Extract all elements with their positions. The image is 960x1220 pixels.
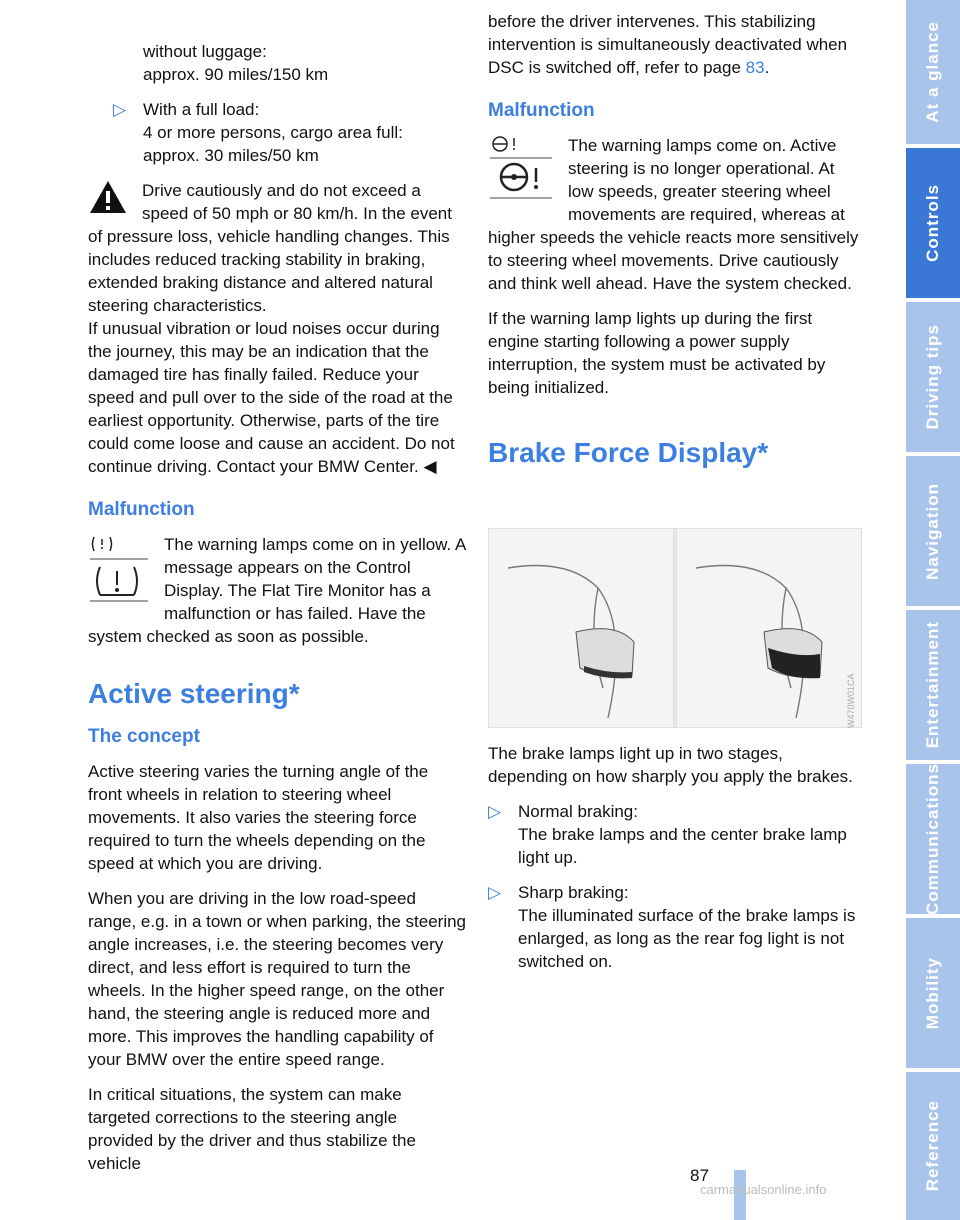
bullet-line-3: approx. 30 miles/50 km xyxy=(143,146,319,165)
page-link[interactable]: 83 xyxy=(745,58,765,77)
end-marker: ◀ xyxy=(423,457,437,476)
brake-paragraph: The brake lamps light up in two stages, depending on how sharply you apply the brakes. xyxy=(488,744,853,786)
tire-warning-icon xyxy=(88,533,150,603)
tab-reference[interactable]: Reference xyxy=(906,1072,960,1220)
dsc-paragraph: before the driver intervenes. This stabilizing intervention is simultaneously deactivated when DSC is switched off, refer to page 83. xyxy=(488,12,848,77)
bullet-normal-braking xyxy=(488,800,860,869)
warning-text: Drive cautiously and do not exceed a speed of 50 mph or 80 km/h. In the event of pressure loss, vehicle handling changes. This includes reduced tracking stability in braking, extended braking distance and altered natural steering characteristics. xyxy=(88,181,452,315)
concept-paragraph-2: When you are driving in the low road-speed range, e.g. in a town or when parking, the steering angle increases, i.e. the steering becomes very direct, and less effort is required to turn the wheels. In the higher speed range, on the other hand, the steering angle is reduced more and more. This improves the handling capability of your BMW over the entire speed range. xyxy=(88,889,467,1069)
right-column xyxy=(488,10,860,484)
bullet-body: The illuminated surface of the brake lamps is enlarged, as long as the rear fog light is not switched on. xyxy=(518,906,856,971)
steering-warning-icon xyxy=(488,134,554,200)
concept-heading: The concept xyxy=(88,726,200,747)
tab-at-a-glance[interactable]: At a glance xyxy=(906,0,960,144)
steering-malfunction-paragraph xyxy=(488,134,860,295)
bullet-full-load xyxy=(88,98,466,167)
brake-force-heading: Brake Force Display* xyxy=(488,437,769,468)
continued-line-1: without luggage: xyxy=(143,42,267,61)
bullet-sharp-braking xyxy=(488,881,860,973)
tab-controls[interactable]: Controls xyxy=(906,148,960,298)
brake-lamp-illustration xyxy=(488,528,862,728)
tab-driving-tips[interactable]: Driving tips xyxy=(906,302,960,452)
bullet-line-1: With a full load: xyxy=(143,100,260,119)
bullet-title: Sharp braking: xyxy=(518,883,629,902)
tab-entertainment[interactable]: Entertainment xyxy=(906,610,960,760)
bullet-marker: ▷ xyxy=(113,100,127,119)
malfunction-paragraph xyxy=(88,533,466,648)
left-column xyxy=(88,40,466,1187)
bullet-line-2: 4 or more persons, cargo area full: xyxy=(143,123,403,142)
chapter-sidebar xyxy=(906,0,960,1220)
image-code: W470W01CA xyxy=(846,673,856,728)
active-steering-heading: Active steering* xyxy=(88,678,300,709)
initialize-paragraph: If the warning lamp lights up during the first engine starting following a power supply interruption, the system must be activated by being initialized. xyxy=(488,309,826,397)
warning-paragraph xyxy=(88,179,466,478)
dsc-text: before the driver intervenes. This stabilizing intervention is simultaneously deactivated when DSC is switched off, refer to page xyxy=(488,12,848,77)
warning-text-2: If unusual vibration or loud noises occur during the journey, this may be an indication that the damaged tire has finally failed. Reduce your speed and pull over to the side of the road at the earliest opportunity. Otherwise, parts of the tire could come loose and cause an accident. Do not continue driving. Contact your BMW Center. xyxy=(88,319,455,476)
watermark: carmanualsonline.info xyxy=(700,1182,827,1197)
malfunction-heading-right: Malfunction xyxy=(488,100,595,121)
bullet-title: Normal braking: xyxy=(518,802,638,821)
brake-text xyxy=(488,742,860,985)
bullet-marker: ▷ xyxy=(488,883,502,902)
continued-line-2: approx. 90 miles/150 km xyxy=(143,65,329,84)
malfunction-text: The warning lamps come on in yellow. A message appears on the Control Display. The Flat Tire Monitor has a malfunction or has failed. Have the system checked as soon as possible. xyxy=(88,535,466,646)
continued-text xyxy=(88,40,466,86)
tab-navigation[interactable]: Navigation xyxy=(906,456,960,606)
concept-paragraph-3: In critical situations, the system can make targeted corrections to the steering angle provided by the driver and thus stabilize the vehicle xyxy=(88,1085,416,1173)
tab-communications[interactable]: Communications xyxy=(906,764,960,914)
tab-mobility[interactable]: Mobility xyxy=(906,918,960,1068)
bullet-marker: ▷ xyxy=(488,802,502,821)
steering-malfunction-text: The warning lamps come on. Active steering is no longer operational. At low speeds, greater steering wheel movements are required, whereas at higher speeds the vehicle reacts more sensitively to steering wheel movements. Drive cautiously and think well ahead. Have the system checked. xyxy=(488,136,859,293)
concept-paragraph-1: Active steering varies the turning angle of the front wheels in relation to steering wheel movements. It also varies the steering force required to turn the wheels depending on the speed at which you are driving. xyxy=(88,762,429,873)
page-number: 87 xyxy=(690,1166,709,1185)
malfunction-heading: Malfunction xyxy=(88,499,195,520)
bullet-body: The brake lamps and the center brake lamp light up. xyxy=(518,825,847,867)
warning-triangle-icon xyxy=(88,179,128,215)
